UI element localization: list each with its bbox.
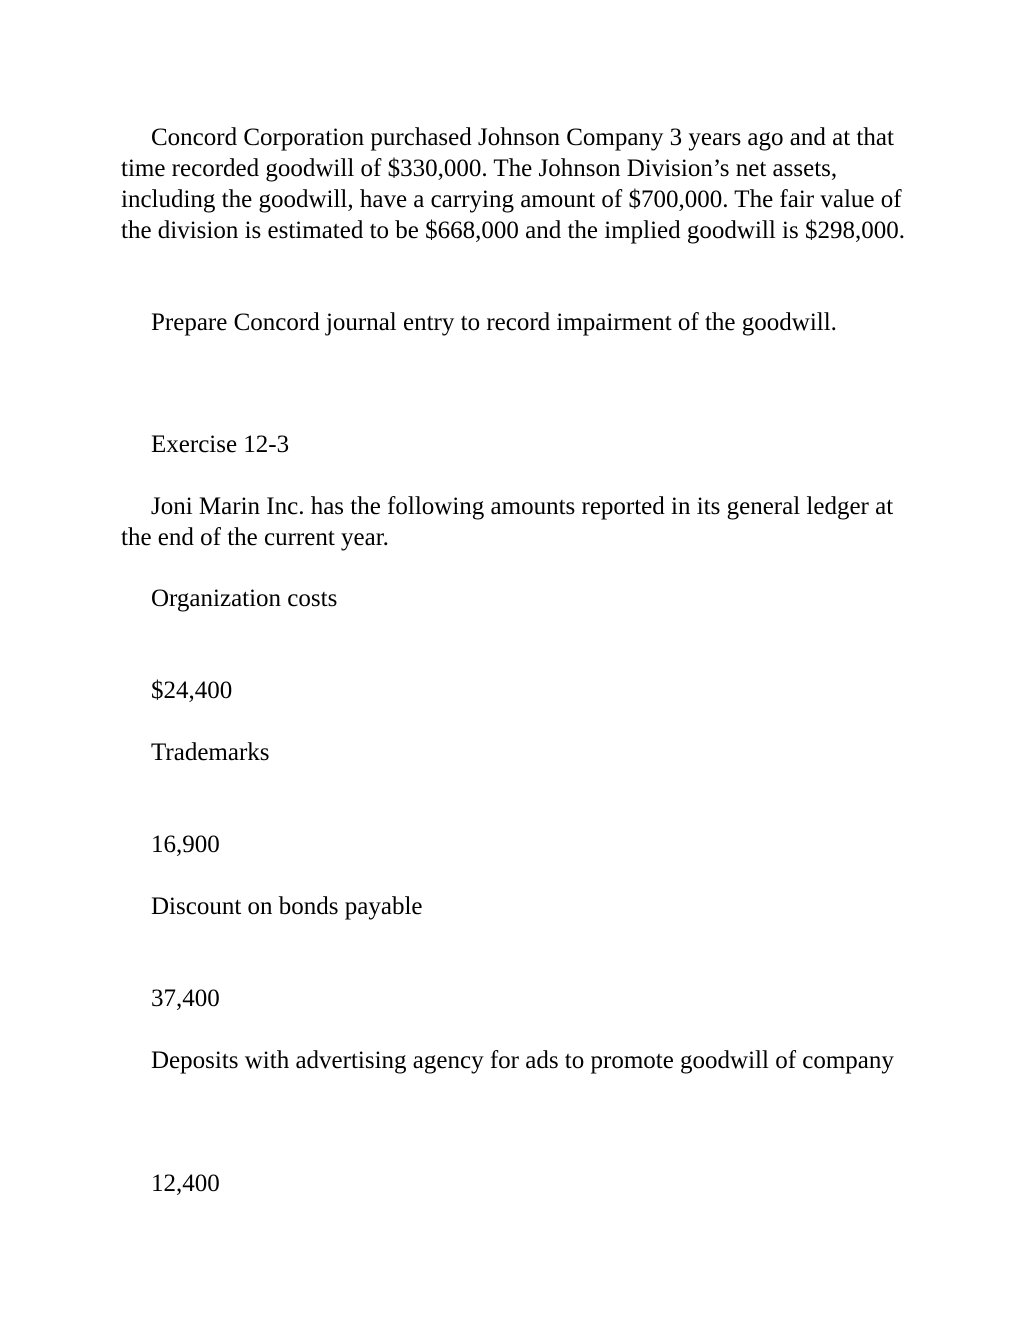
ledger-item-amount: 37,400 <box>151 985 220 1012</box>
ledger-item-amount: $24,400 <box>151 677 233 704</box>
instruction-paragraph: Prepare Concord journal entry to record impairment of the goodwill. <box>151 309 837 336</box>
ledger-item-amount: 16,900 <box>151 831 220 858</box>
ledger-item-label: Deposits with advertising agency for ads to promote goodwill of company <box>151 1047 894 1074</box>
problem-statement-paragraph: Concord Corporation purchased Johnson Company 3 years ago and at that time recorded goodwill of $330,000. The Johnson Division’s net assets, including the goodwill, have a carrying amount of $700,000. The fair value of the division is estimated to be $668,000 and the implied goodwill is $298,000. <box>121 124 905 244</box>
ledger-item-label: Trademarks <box>151 739 270 766</box>
exercise-intro-paragraph: Joni Marin Inc. has the following amounts reported in its general ledger at the end of the current year. <box>121 493 894 551</box>
exercise-heading: Exercise 12-3 <box>151 431 290 458</box>
ledger-item-amount: 12,400 <box>151 1170 220 1197</box>
ledger-item-label: Discount on bonds payable <box>151 893 423 920</box>
ledger-item-label: Organization costs <box>151 585 338 612</box>
